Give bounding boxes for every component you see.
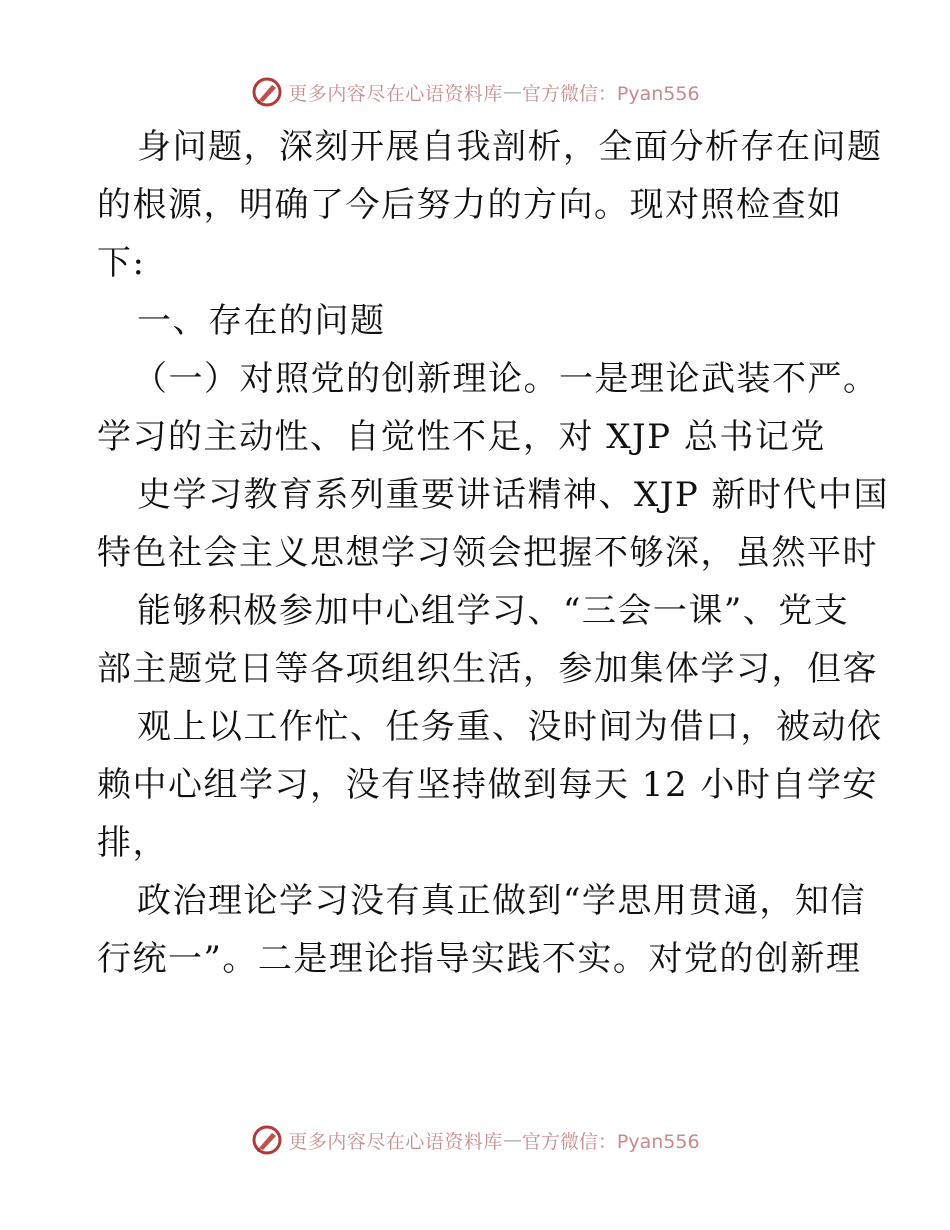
body-line: 部主题党日等各项组织生活，参加集体学习，但客: [97, 649, 878, 689]
watermark-separator: —: [502, 81, 522, 103]
watermark-text: 更多内容尽在心语资料库: [288, 82, 503, 105]
watermark-contact: 官方微信：Pyan556: [521, 82, 700, 105]
body-line: 身问题，深刻开展自我剖析，全面分析存在问题: [137, 127, 883, 167]
body-line: 能够积极参加中心组学习、“三会一课”、党支: [137, 591, 850, 631]
body-line: 赖中心组学习，没有坚持做到每天 12 小时自学安: [97, 765, 878, 805]
header-watermark: [0, 72, 950, 112]
section-heading: 一、存在的问题: [137, 301, 386, 341]
footer-watermark: [0, 1120, 950, 1160]
body-line: 观上以工作忙、任务重、没时间为借口，被动依: [137, 707, 883, 747]
body-line: （一）对照党的创新理论。一是理论武装不严。: [133, 359, 879, 399]
watermark-contact: 官方微信：Pyan556: [521, 1130, 700, 1153]
body-line: 史学习教育系列重要讲话精神、XJP 新时代中国: [137, 475, 890, 515]
body-line: 特色社会主义思想学习领会把握不够深，虽然平时: [97, 533, 878, 573]
document-body: [97, 118, 890, 988]
body-line: 排，: [97, 823, 168, 863]
pen-logo-icon: [250, 1123, 284, 1157]
body-line: 的根源，明确了今后努力的方向。现对照检查如: [97, 185, 843, 225]
body-line: 政治理论学习没有真正做到“学思用贯通，知信: [137, 881, 866, 921]
watermark-text: 更多内容尽在心语资料库: [288, 1130, 503, 1153]
pen-logo-icon: [250, 75, 284, 109]
body-line: 下:: [97, 243, 146, 283]
body-line: 学习的主动性、自觉性不足，对 XJP 总书记党: [97, 417, 826, 457]
watermark-separator: —: [502, 1129, 522, 1151]
body-line: 行统一”。二是理论指导实践不实。对党的创新理: [97, 939, 862, 979]
